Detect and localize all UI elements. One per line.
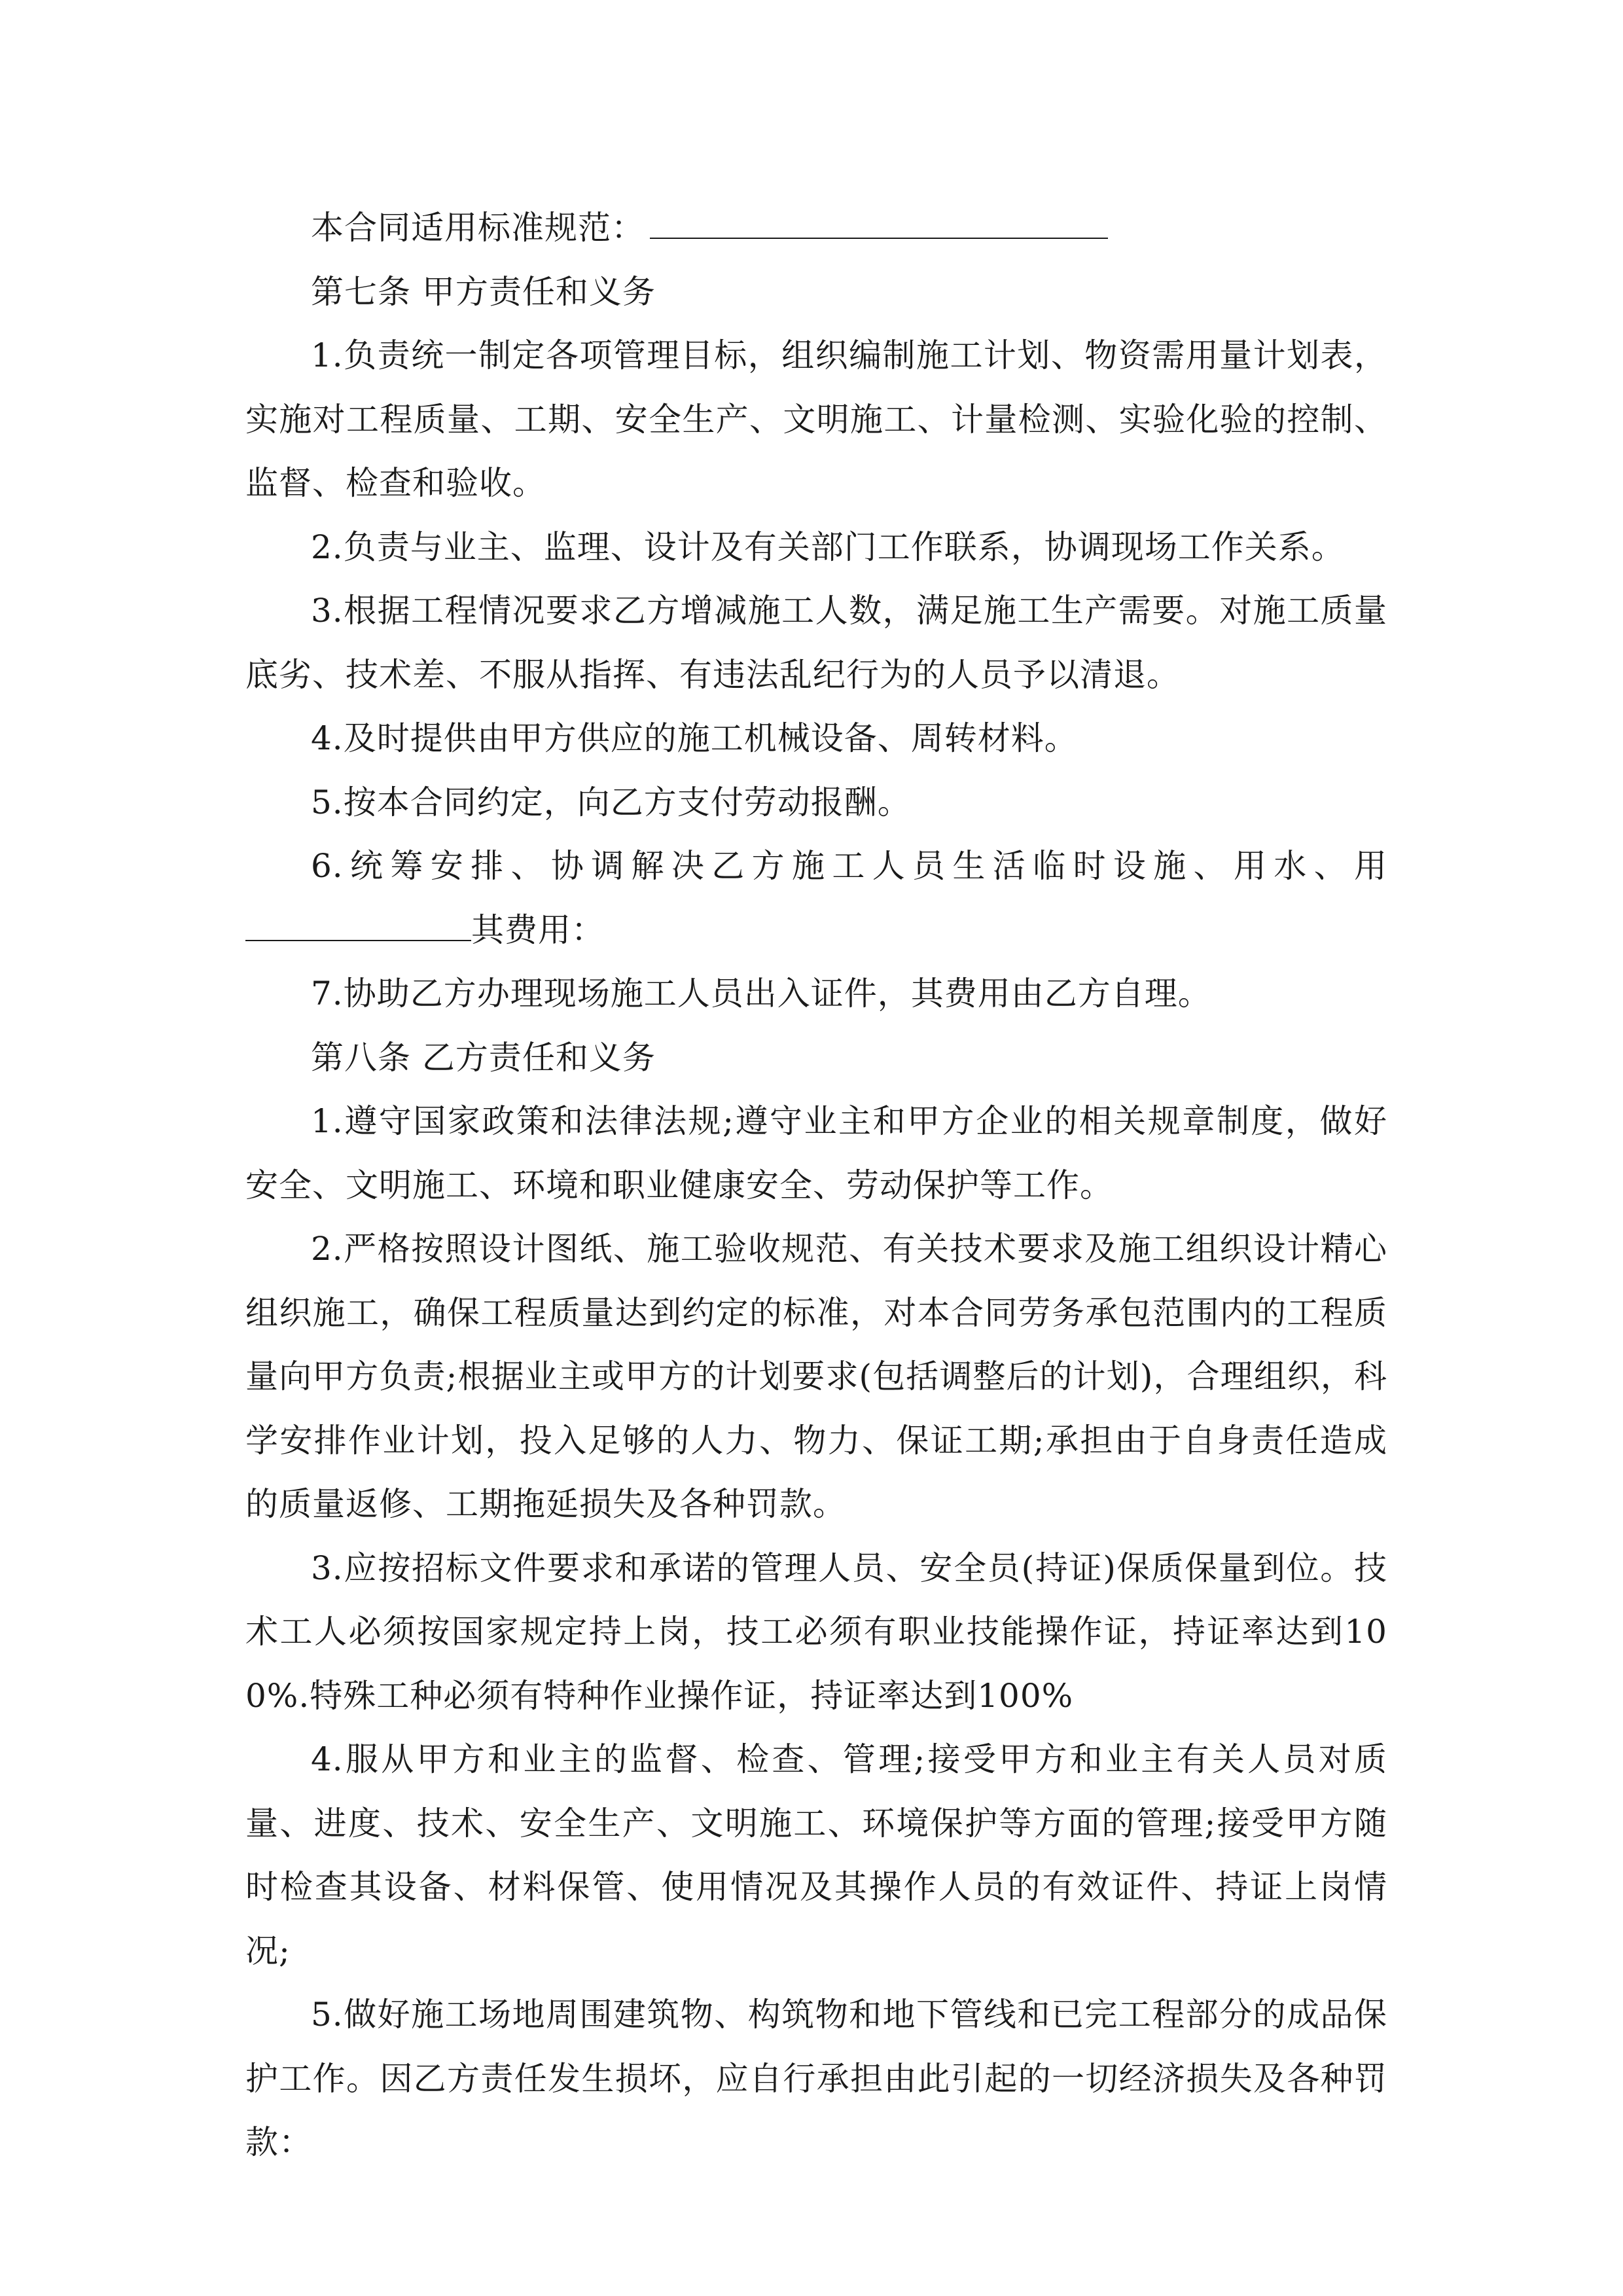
article-7-item-7: 7.协助乙方办理现场施工人员出入证件，其费用由乙方自理。 xyxy=(311,975,1211,1013)
utility-blank-field[interactable] xyxy=(245,902,471,941)
article-8-item-2: 2.严格按照设计图纸、施工验收规范、有关技术要求及施工组织设计精心组织施工，确保工程质量达到约定的标准，对本合同劳务承包范围内的工程质量向甲方负责;根据业主或甲方的计划要求(包括调整后的计划)，合理组织，科学安排作业计划，投入足够的人力、物力、保证工期;承担由于自身责任造成的质量返修、工期拖延损失及各种罚款。 xyxy=(245,1230,1387,1523)
article-8-item-4: 4.服从甲方和业主的监督、检查、管理;接受甲方和业主有关人员对质量、进度、技术、安全生产、文明施工、环境保护等方面的管理;接受甲方随时检查其设备、材料保管、使用情况及其操作人员的有效证件、持证上岗情况; xyxy=(245,1740,1387,1970)
article-8-item-3: 3.应按招标文件要求和承诺的管理人员、安全员(持证)保质保量到位。技术工人必须按国家规定持上岗，技工必须有职业技能操作证，持证率达到100%.特殊工种必须有特种作业操作证，持证率达到100% xyxy=(245,1549,1387,1715)
article-7-item-5: 5.按本合同约定，向乙方支付劳动报酬。 xyxy=(311,783,911,821)
article-8-title: 第八条 乙方责任和义务 xyxy=(311,1038,656,1077)
article-7-item-6 xyxy=(245,834,1387,962)
article-8-item-5: 5.做好施工场地周围建筑物、构筑物和地下管线和已完工程部分的成品保护工作。因乙方责任发生损坏，应自行承担由此引起的一切经济损失及各种罚款： xyxy=(245,1996,1387,2161)
article-7-title: 第七条 甲方责任和义务 xyxy=(311,272,656,311)
article-7-item-2: 2.负责与业主、监理、设计及有关部门工作联系，协调现场工作关系。 xyxy=(311,528,1345,566)
article-7-item-1: 1.负责统一制定各项管理目标，组织编制施工计划、物资需用量计划表，实施对工程质量、工期、安全生产、文明施工、计量检测、实验化验的控制、监督、检查和验收。 xyxy=(245,336,1387,502)
article-7-item-3: 3.根据工程情况要求乙方增减施工人数，满足施工生产需要。对施工质量底劣、技术差、不服从指挥、有违法乱纪行为的人员予以清退。 xyxy=(245,592,1387,694)
article-7-item-6-tail: 其费用： xyxy=(471,910,605,949)
article-7-item-6-text: 6.统筹安排、协调解决乙方施工人员生活临时设施、用水、用 xyxy=(311,847,1387,885)
standard-label: 本合同适用标准规范： xyxy=(311,209,645,247)
standard-line xyxy=(245,196,1387,260)
document-body xyxy=(245,196,1387,2175)
article-8-item-1: 1.遵守国家政策和法律法规;遵守业主和甲方企业的相关规章制度，做好安全、文明施工、环境和职业健康安全、劳动保护等工作。 xyxy=(245,1102,1387,1204)
standard-blank-field[interactable] xyxy=(650,200,1108,239)
article-7-item-4: 4.及时提供由甲方供应的施工机械设备、周转材料。 xyxy=(311,719,1078,757)
